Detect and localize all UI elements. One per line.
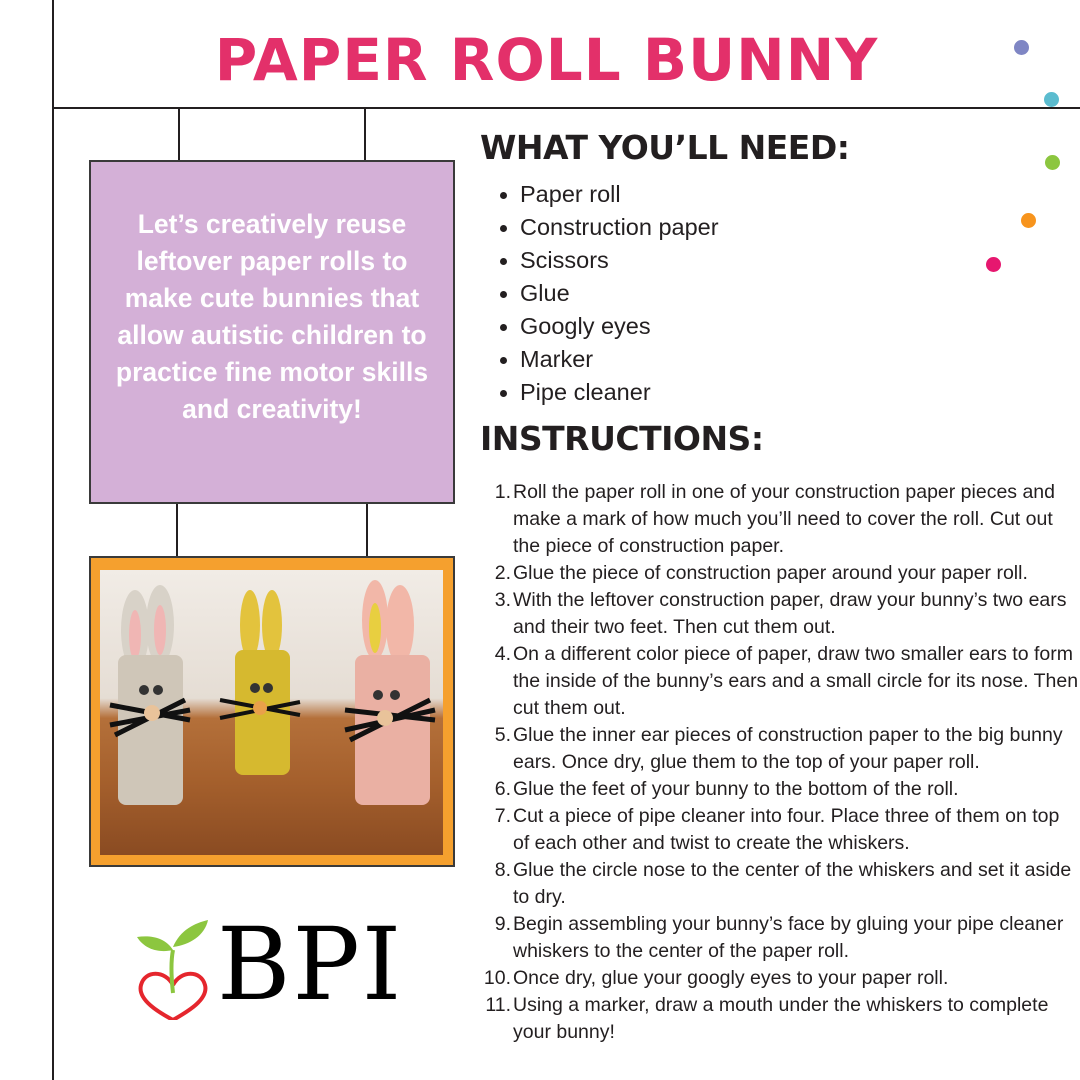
list-item xyxy=(483,722,1080,776)
list-item xyxy=(483,776,1080,803)
list-item: Construction paper xyxy=(500,211,719,244)
step-number: 5. xyxy=(494,724,511,746)
list-item xyxy=(483,857,1080,911)
list-item xyxy=(483,560,1080,587)
step-number: 7. xyxy=(494,805,511,827)
logo-text: BPI xyxy=(217,906,404,1023)
list-item: Glue xyxy=(500,277,719,310)
step-number: 11. xyxy=(485,994,511,1016)
supplies-list xyxy=(500,178,719,409)
instructions-heading: INSTRUCTIONS: xyxy=(480,419,764,458)
decor-dot-cyan xyxy=(1044,92,1059,107)
list-item xyxy=(483,479,1080,560)
decor-dot-purple xyxy=(1014,40,1029,55)
step-text: Glue the piece of construction paper around your paper roll. xyxy=(513,562,1028,584)
header-rule xyxy=(52,107,1080,109)
step-number: 6. xyxy=(494,778,511,800)
decor-dot-pink xyxy=(986,257,1001,272)
hanger-line xyxy=(178,108,180,161)
bpi-logo xyxy=(135,906,405,1030)
hanger-line xyxy=(364,108,366,161)
list-item: Pipe cleaner xyxy=(500,376,719,409)
step-number: 3. xyxy=(494,589,511,611)
step-text: Glue the circle nose to the center of the whiskers and set it aside to dry. xyxy=(513,859,1072,908)
step-text: Begin assembling your bunny’s face by gluing your pipe cleaner whiskers to the center of the paper roll. xyxy=(513,913,1064,962)
step-text: With the leftover construction paper, draw your bunny’s two ears and their two feet. Then cut them out. xyxy=(513,589,1067,638)
step-text: Roll the paper roll in one of your construction paper pieces and make a mark of how much you’ll need to cover the roll. Cut out the piece of construction paper. xyxy=(513,481,1055,557)
intro-box xyxy=(89,160,455,504)
list-item: Scissors xyxy=(500,244,719,277)
bunny-pink xyxy=(345,580,435,805)
step-number: 4. xyxy=(494,643,511,665)
intro-text: Let’s creatively reuse leftover paper rolls to make cute bunnies that allow autistic children to practice fine motor skills and creativity! xyxy=(115,209,429,424)
step-text: Using a marker, draw a mouth under the whiskers to complete your bunny! xyxy=(513,994,1049,1043)
bunny-grey xyxy=(110,585,190,805)
bunny-photo xyxy=(100,570,443,855)
list-item: Googly eyes xyxy=(500,310,719,343)
bunny-yellow xyxy=(220,590,300,775)
decor-dot-orange xyxy=(1021,213,1036,228)
list-item: Paper roll xyxy=(500,178,719,211)
hanger-line xyxy=(366,504,368,557)
step-number: 1. xyxy=(494,481,511,503)
step-text: On a different color piece of paper, draw two smaller ears to form the inside of the bunny’s ears and a small circle for its nose. Then cut them out. xyxy=(513,643,1079,719)
list-item xyxy=(483,803,1080,857)
step-number: 2. xyxy=(494,562,511,584)
list-item: Marker xyxy=(500,343,719,376)
list-item xyxy=(483,641,1080,722)
step-text: Glue the feet of your bunny to the bottom of the roll. xyxy=(513,778,959,800)
list-item xyxy=(483,965,1080,992)
heart-sprout-icon xyxy=(135,915,215,1020)
step-text: Cut a piece of pipe cleaner into four. Place three of them on top of each other and twist to create the whiskers. xyxy=(513,805,1060,854)
list-item xyxy=(483,587,1080,641)
hanger-line xyxy=(176,504,178,557)
step-number: 10. xyxy=(483,967,511,989)
list-item xyxy=(483,911,1080,965)
step-text: Glue the inner ear pieces of construction paper to the big bunny ears. Once dry, glue them to the top of your paper roll. xyxy=(513,724,1063,773)
decor-dot-green xyxy=(1045,155,1060,170)
page-title: PAPER ROLL BUNNY xyxy=(214,26,879,94)
step-text: Once dry, glue your googly eyes to your paper roll. xyxy=(513,967,949,989)
step-number: 8. xyxy=(494,859,511,881)
needs-heading: WHAT YOU’LL NEED: xyxy=(480,128,850,167)
instructions-list xyxy=(483,479,1080,1046)
step-number: 9. xyxy=(494,913,511,935)
list-item xyxy=(483,992,1080,1046)
left-rule xyxy=(52,0,54,1080)
